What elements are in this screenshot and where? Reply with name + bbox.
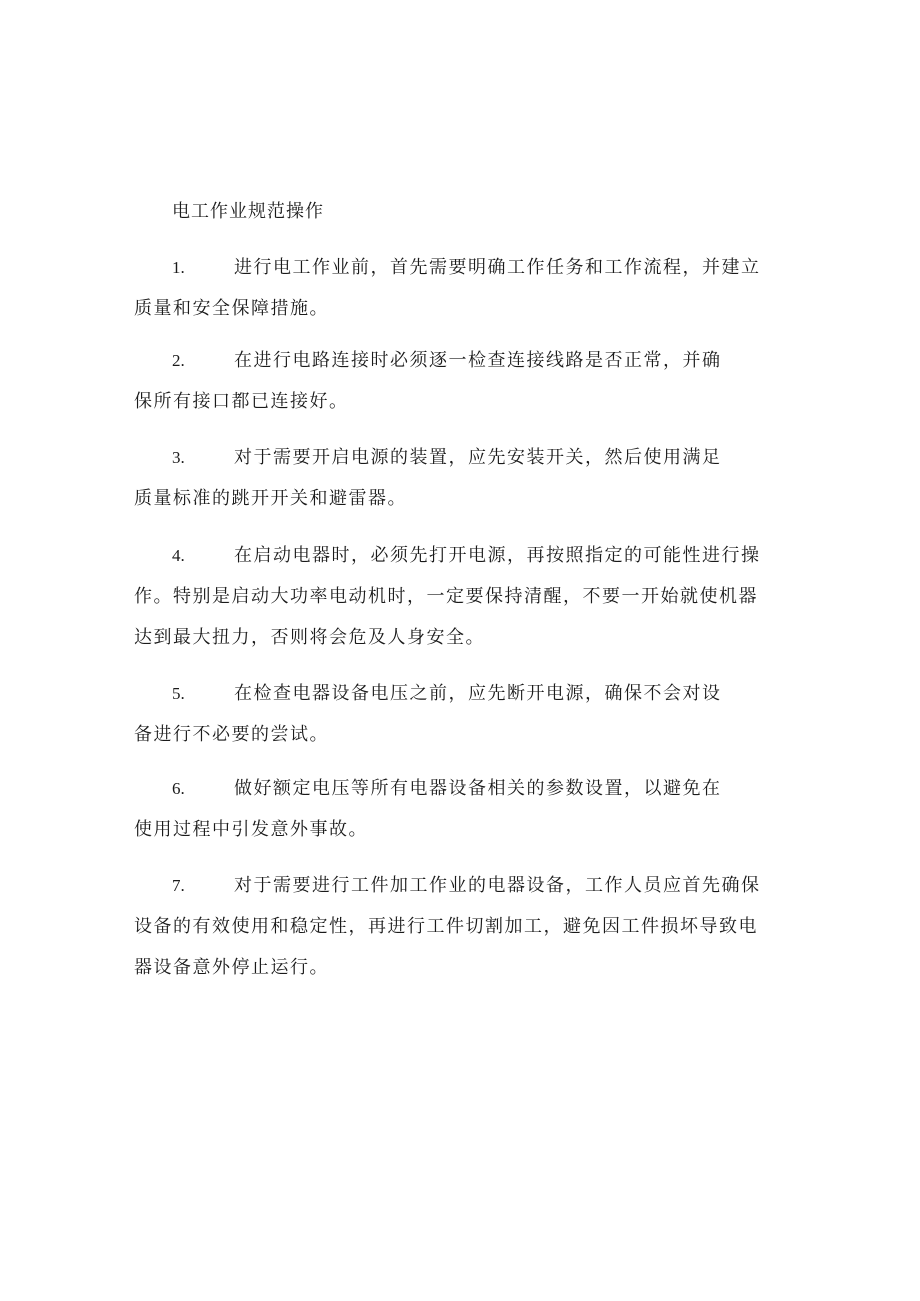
item-number: 5. [172, 684, 185, 703]
item-text: 在检查电器设备电压之前，应先断开电源，确保不会对设 [234, 683, 722, 704]
item-number: 4. [172, 546, 185, 565]
item-text: 在启动电器时，必须先打开电源，再按照指定的可能性进行操 [234, 545, 761, 566]
list-item-line: 设备的有效使用和稳定性，再进行工件切割加工，避免因工件损坏导致电 [134, 916, 758, 937]
list-item-line: 作。特别是启动大功率电动机时，一定要保持清醒，不要一开始就使机器 [134, 586, 758, 607]
item-text: 进行电工作业前，首先需要明确工作任务和工作流程，并建立 [234, 257, 761, 278]
list-item-1 [134, 247, 784, 329]
list-item-line [134, 535, 784, 576]
list-item-line [134, 437, 784, 478]
list-item-line: 备进行不必要的尝试。 [134, 724, 329, 745]
list-item-4 [134, 535, 784, 658]
item-number: 6. [172, 779, 185, 798]
list-item-line [134, 865, 784, 906]
list-item-6 [134, 768, 784, 850]
list-item-line: 质量和安全保障措施。 [134, 298, 329, 319]
item-text: 对于需要开启电源的装置，应先安装开关，然后使用满足 [234, 447, 722, 468]
list-item-line [134, 247, 784, 288]
list-item-line: 使用过程中引发意外事故。 [134, 819, 368, 840]
list-item-7 [134, 865, 784, 988]
document-title: 电工作业规范操作 [172, 201, 324, 222]
list-item-2 [134, 340, 784, 422]
list-item-line: 保所有接口都已连接好。 [134, 391, 349, 412]
item-number: 2. [172, 351, 185, 370]
item-number: 1. [172, 258, 185, 277]
list-item-line: 质量标准的跳开开关和避雷器。 [134, 488, 407, 509]
item-number: 7. [172, 876, 185, 895]
list-item-line [134, 340, 784, 381]
list-item-line: 器设备意外停止运行。 [134, 957, 329, 978]
item-text: 在进行电路连接时必须逐一检查连接线路是否正常，并确 [234, 350, 722, 371]
item-number: 3. [172, 448, 185, 467]
list-item-3 [134, 437, 784, 519]
list-item-line [134, 768, 784, 809]
item-text: 做好额定电压等所有电器设备相关的参数设置，以避免在 [234, 778, 722, 799]
list-item-line: 达到最大扭力，否则将会危及人身安全。 [134, 627, 485, 648]
list-item-line [134, 673, 784, 714]
item-text: 对于需要进行工件加工作业的电器设备，工作人员应首先确保 [234, 875, 761, 896]
list-item-5 [134, 673, 784, 755]
